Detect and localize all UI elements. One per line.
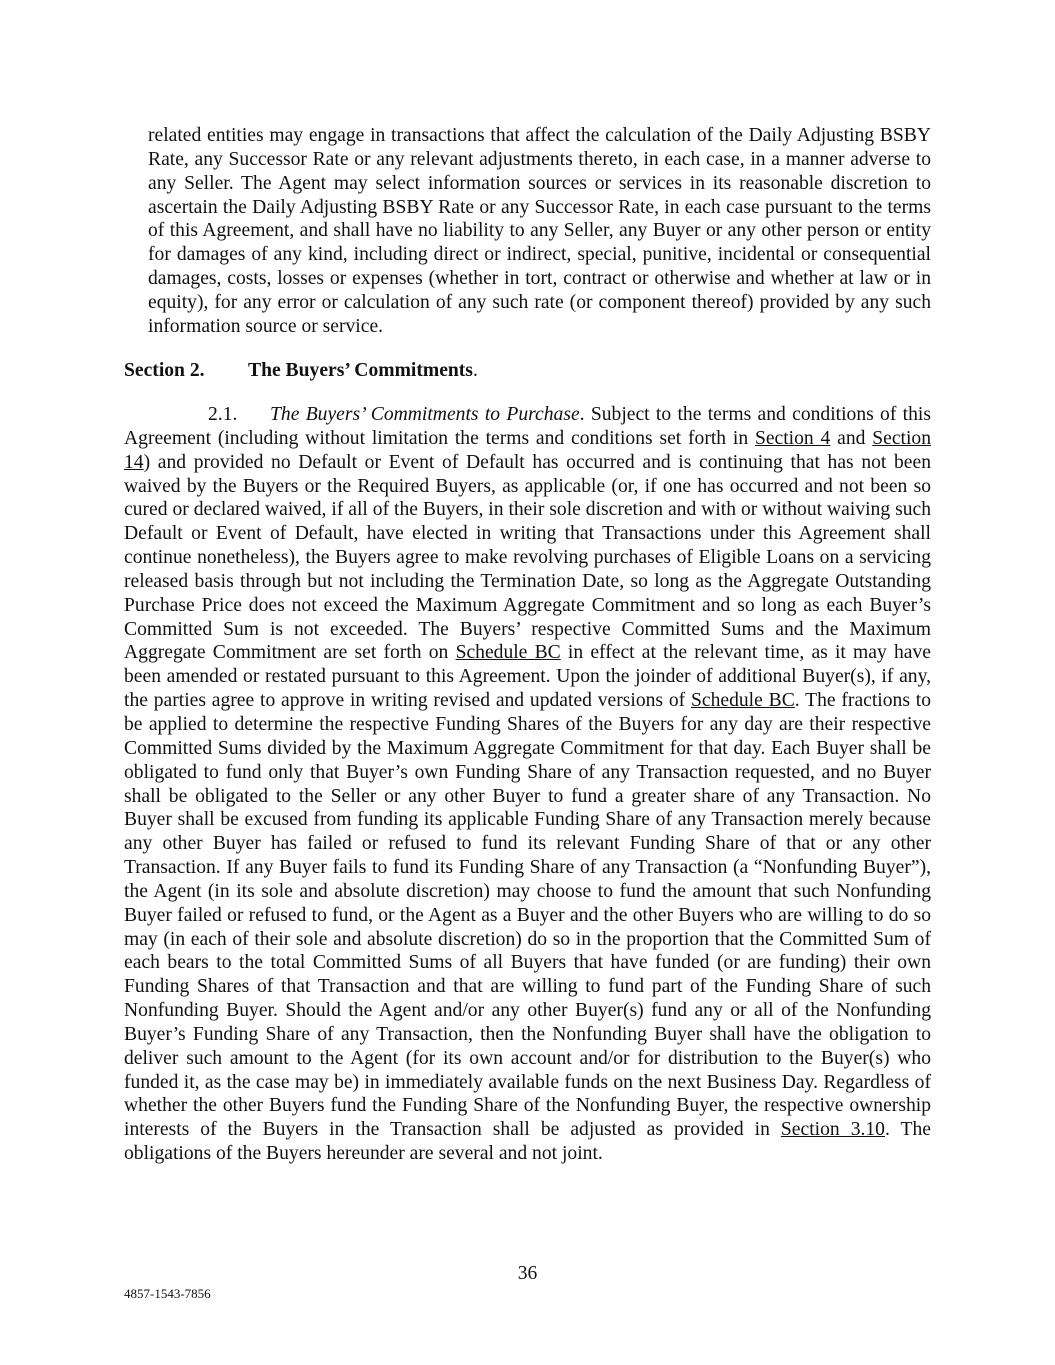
subsection-paragraph: 2.1. The Buyers’ Commitments to Purchase. Subject to the terms and conditions of this Agreement (including without limitation the terms and conditions set forth in Section 4 and Section 14) and provided no Default or Event of Default has occurred and is continuing that has not been waived by the Buyers or the Required Buyers, as applicable (or, if one has occurred and not been so cured or declared waived, if all of the Buyers, in their sole discretion and with or without waiving such Default or Event of Default, have elected in writing that Transactions under this Agreement shall continue nonetheless), the Buyers agree to make revolving purchases of Eligible Loans on a servicing released basis through but not including the Termination Date, so long as the Aggregate Outstanding Purchase Price does not exceed the Maximum Aggregate Commitment and so long as each Buyer’s Committed Sum is not exceeded. The Buyers’ respective Committed Sums and the Maximum Aggregate Commitment are set forth on Schedule BC in effect at the relevant time, as it may have been amended or restated pursuant to this Agreement. Upon the joinder of additional Buyer(s), if any, the parties agree to approve in writing revised and updated versions of Schedule BC. The fractions to be applied to determine the respective Funding Shares of the Buyers for any day are their respective Committed Sums divided by the Maximum Aggregate Commitment for that day. Each Buyer shall be obligated to fund only that Buyer’s own Funding Share of any Transaction requested, and no Buyer shall be obligated to the Seller or any other Buyer to fund a greater share of any Transaction. No Buyer shall be excused from funding its applicable Funding Share of any Transaction merely because any other Buyer has failed or refused to fund its relevant Funding Share of that or any other Transaction. If any Buyer fails to fund its Funding Share of any Transaction (a “Nonfunding Buyer”), the Agent (in its sole and absolute discretion) may choose to fund the amount that such Nonfunding Buyer failed or refused to fund, or the Agent as a Buyer and the other Buyers who are willing to do so may (in each of their sole and absolute discretion) do so in the proportion that the Committed Sum of each bears to the total Committed Sums of all Buyers that have funded (or are funding) their own Funding Shares of that Transaction and that are willing to fund part of the Funding Share of such Nonfunding Buyer. Should the Agent and/or any other Buyer(s) fund any or all of the Nonfunding Buyer’s Funding Share of any Transaction, then the Nonfunding Buyer shall have the obligation to deliver such amount to the Agent (for its own account and/or for distribution to the Buyer(s) who funded it, as the case may be) in immediately available funds on the next Business Day. Regardless of whether the other Buyers fund the Funding Share of the Nonfunding Buyer, the respective ownership interests of the Buyers in the Transaction shall be adjusted as provided in Section 3.10. The obligations of the Buyers hereunder are several and not joint.: [124, 404, 932, 1165]
section-4-reference: Section 4: [754, 427, 831, 449]
subsection-number: 2.1.: [208, 404, 238, 425]
section-3-10-reference: Section 3.10: [780, 1119, 885, 1141]
section-title-period: .: [472, 360, 478, 381]
schedule-bc-reference: Schedule BC: [691, 690, 795, 712]
page-number: 36: [517, 1263, 538, 1284]
schedule-bc-reference: Schedule BC: [455, 642, 561, 664]
section-number: Section 2.: [124, 360, 205, 381]
section-heading: [124, 359, 478, 383]
document-id: 4857-1543-7856: [124, 1286, 211, 1301]
section-title: The Buyers’ Commitments: [248, 360, 473, 381]
section-14-reference: Section 14: [124, 427, 932, 473]
intro-paragraph: related entities may engage in transactions that affect the calculation of the Daily Adjusting BSBY Rate, any Successor Rate or any relevant adjustments thereto, in each case, in a manner adverse to any Seller. The Agent may select information sources or services in its reasonable discretion to ascertain the Daily Adjusting BSBY Rate or any Successor Rate, in each case pursuant to the terms of this Agreement, and shall have no liability to any Seller, any Buyer or any other person or entity for damages of any kind, including direct or indirect, special, punitive, incidental or consequential damages, costs, losses or expenses (whether in tort, contract or otherwise and whether at law or in equity), for any error or calculation of any such rate (or component thereof) provided by any such information source or service.: [148, 125, 931, 337]
subsection-title: The Buyers’ Commitments to Purchase: [270, 404, 580, 425]
